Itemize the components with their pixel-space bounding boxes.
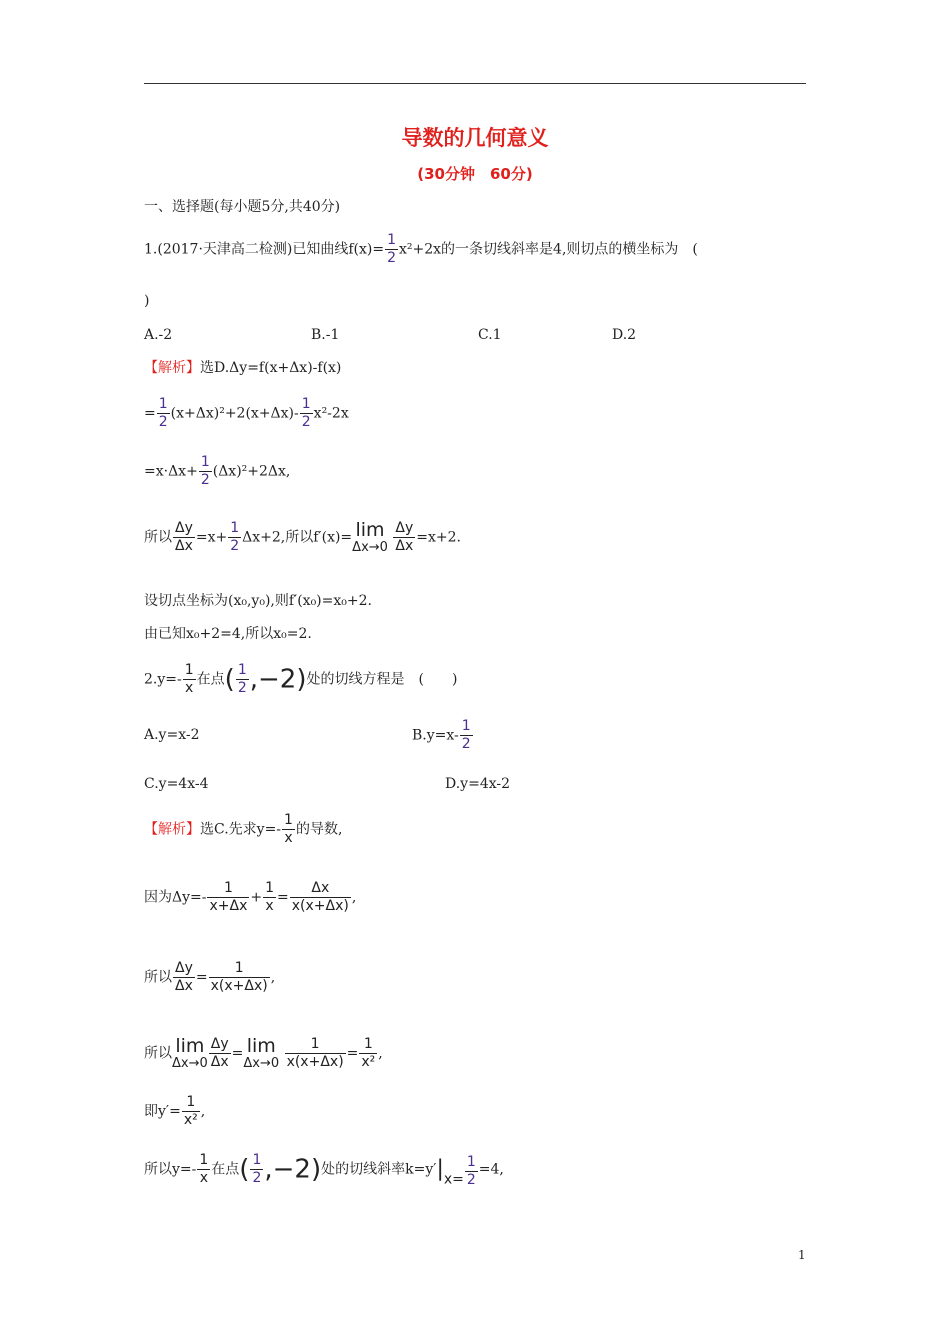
fraction: $\frac{1}{2}$ [387,232,397,266]
q2-option-b: B.y=x- $\frac{1}{2}$ [412,718,471,752]
fraction: $\frac{1}{2}$ [230,520,240,554]
page-title: 导数的几何意义 [401,126,549,150]
q1-option-c: C.1 [478,327,502,343]
fraction: $\frac{\Delta y}{\Delta x}$ [175,520,193,554]
q2-option-c: C.y=4x-4 [144,776,209,792]
q1-analysis-line-4: 所以 $\frac{\Delta y}{\Delta x}$ =x+ $\frac{1}{2}$ Δx+2,所以f′(x)= lim Δx→0 $\frac{\Delta y}{\Delta x}$ =x+2. [144,519,461,555]
fraction: $\frac{1}{\text{x²}}$ [361,1036,376,1070]
q1-stem: 1.(2017·天津高二检测)已知曲线f(x)= $\frac{1}{2}$ x²+2x的一条切线斜率是4,则切点的横坐标为 ( [144,232,698,266]
q1-analysis-line-6: 由已知x₀+2=4,所以x₀=2. [144,626,312,642]
section-heading: 一、选择题(每小题5分,共40分) [144,199,341,215]
fraction: $\frac{1}{2}$ [301,396,311,430]
q2-analysis-line-4: 所以 lim Δx→0 $\frac{\Delta y}{\Delta x}$ = lim Δx→0 $\frac{1}{x(x+\Delta x)}$ = $\frac{1}{\text{x²}}$ , [144,1035,383,1071]
q2-analysis-line-5: 即y′= $\frac{1}{\text{x²}}$ , [144,1094,206,1128]
fraction: $\frac{1}{x+\Delta x}$ [209,880,248,914]
q1-option-b: B.-1 [311,327,340,343]
analysis-tag: 【解析】 [144,821,200,838]
fraction: $\frac{1}{x}$ [199,1152,209,1186]
q1-stem-close: ) [144,293,150,309]
limit-expression: lim Δx→0 [243,1035,280,1071]
fraction: $\frac{\Delta y}{\Delta x}$ [175,960,193,994]
fraction: $\frac{1}{\text{x²}}$ [183,1094,198,1128]
q1-option-d: D.2 [612,327,637,343]
fraction: $\frac{1}{2}$ [237,662,247,696]
fraction: $\frac{1}{2}$ [252,1152,262,1186]
q2-analysis-line-3: 所以 $\frac{\Delta y}{\Delta x}$ = $\frac{1}{x(x+\Delta x)}$ , [144,960,276,994]
fraction: $\frac{1}{x}$ [184,662,194,696]
fraction: $\frac{\Delta y}{\Delta x}$ [395,520,414,554]
q2-option-d: D.y=4x-2 [445,776,511,792]
q1-analysis-line-1: 【解析】选D.Δy=f(x+Δx)-f(x) [144,360,342,376]
analysis-tag: 【解析】 [144,360,200,376]
q1-analysis-line-2: = $\frac{1}{2}$ (x+Δx)²+2(x+Δx)- $\frac{1}{2}$ x²-2x [144,396,349,430]
fraction: $\frac{1}{x}$ [284,812,293,846]
fraction: $\frac{\Delta y}{\Delta x}$ [210,1036,229,1070]
fraction: $\frac{1}{x(x+\Delta x)}$ [210,960,268,994]
fraction: $\frac{1}{2}$ [200,454,210,488]
q1-analysis-line-5: 设切点坐标为(x₀,y₀),则f′(x₀)=x₀+2. [144,593,372,609]
limit-expression: lim Δx→0 [172,1035,208,1071]
q1-analysis-line-3: =x·Δx+ $\frac{1}{2}$ (Δx)²+2Δx, [144,454,291,488]
q2-analysis-line-2: 因为Δy=- $\frac{1}{x+\Delta x}$ + $\frac{1}{x}$ = $\frac{\Delta x}{x(x+\Delta x)}$ , [144,880,357,914]
q1-option-a: A.-2 [144,327,173,343]
header-rule [144,83,806,84]
q2-analysis-line-6: 所以y=- $\frac{1}{x}$ 在点( $\frac{1}{2}$ ,−2)处的切线斜率k=y′|x= $\frac{1}{2}$ =4, [144,1152,504,1188]
fraction: $\frac{1}{2}$ [158,396,168,430]
q2-option-a: A.y=x-2 [144,727,200,743]
q2-analysis-line-1: 【解析】选C.先求y=- $\frac{1}{x}$ 的导数, [144,812,343,846]
limit-expression: lim Δx→0 [352,519,388,555]
page-subtitle: (30分钟 60分) [417,165,533,183]
fraction: $\frac{\Delta x}{x(x+\Delta x)}$ [291,880,349,914]
fraction: $\frac{1}{2}$ [466,1153,476,1188]
q2-stem: 2.y=- $\frac{1}{x}$ 在点( $\frac{1}{2}$ ,−2)处的切线方程是 ( ) [144,662,458,696]
page-number: 1 [798,1248,806,1262]
fraction: $\frac{1}{x}$ [265,880,275,914]
fraction: $\frac{1}{2}$ [461,718,471,752]
fraction: $\frac{1}{x(x+\Delta x)}$ [286,1036,344,1070]
